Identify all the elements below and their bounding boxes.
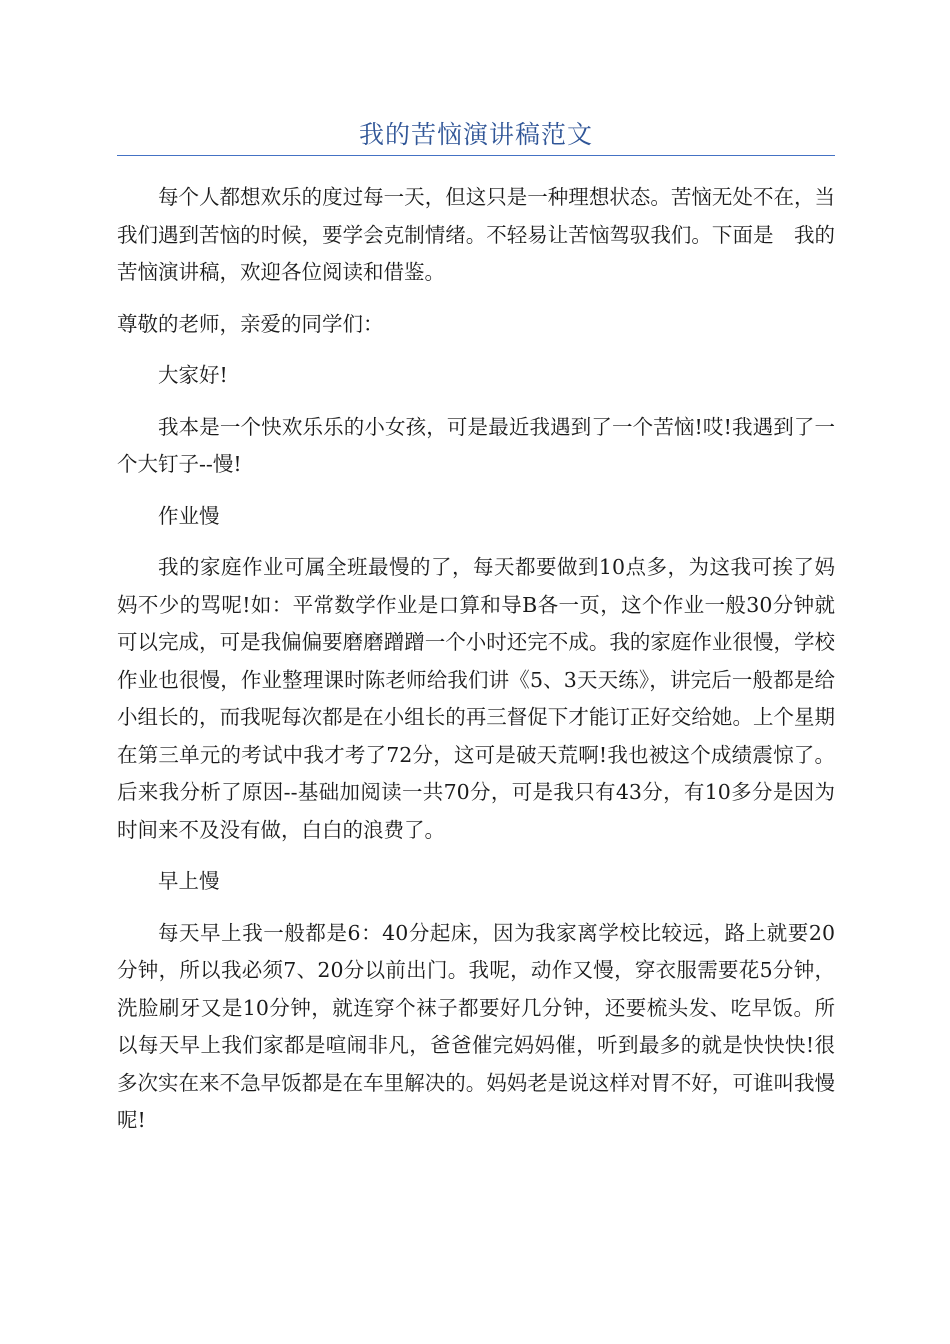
document-page — [117, 0, 835, 1154]
title-underline — [117, 155, 835, 156]
intro-paragraph: 每个人都想欢乐的度过每一天，但这只是一种理想状态。苦恼无处不在，当我们遇到苦恼的时候，要学会克制情绪。不轻易让苦恼驾驭我们。下面是 我的苦恼演讲稿，欢迎各位阅读和借鉴。 — [117, 185, 835, 284]
body-paragraph: 每天早上我一般都是6：40分起床，因为我家离学校比较远，路上就要20分钟，所以我必须7、20分以前出门。我呢，动作又慢，穿衣服需要花5分钟，洗脸刷牙又是10分钟，就连穿个袜子都要好几分钟，还要梳头发、吃早饭。所以每天早上我们家都是喧闹非凡，爸爸催完妈妈催，听到最多的就是快快快!很多次实在来不急早饭都是在车里解决的。妈妈老是说这样对胃不好，可谁叫我慢呢! — [117, 920, 835, 1132]
document-title: 我的苦恼演讲稿范文 — [358, 120, 593, 149]
body-paragraph: 我本是一个快欢乐乐的小女孩，可是最近我遇到了一个苦恼!哎!我遇到了一个大钉子--慢! — [117, 414, 835, 476]
section-heading-homework: 作业慢 — [158, 503, 220, 528]
salutation: 尊敬的老师，亲爱的同学们： — [117, 311, 384, 336]
section-heading-morning: 早上慢 — [158, 869, 220, 893]
body-paragraph: 我的家庭作业可属全班最慢的了，每天都要做到10点多，为这我可挨了妈妈不少的骂呢!如：平常数学作业是口算和导B各一页，这个作业一般30分钟就可以完成，可是我偏偏要磨磨蹭蹭一个小时还完不成。我的家庭作业很慢，学校作业也很慢，作业整理课时陈老师给我们讲《5、3天天练》，讲完后一般都是给小组长的，而我呢每次都是在小组长的再三督促下才能订正好交给她。上个星期在第三单元的考试中我才考了72分，这可是破天荒啊!我也被这个成绩震惊了。后来我分析了原因--基础加阅读一共70分，可是我只有43分，有10多分是因为时间来不及没有做，白白的浪费了。 — [117, 555, 835, 842]
greeting: 大家好! — [158, 363, 228, 387]
document-body — [117, 179, 835, 1140]
